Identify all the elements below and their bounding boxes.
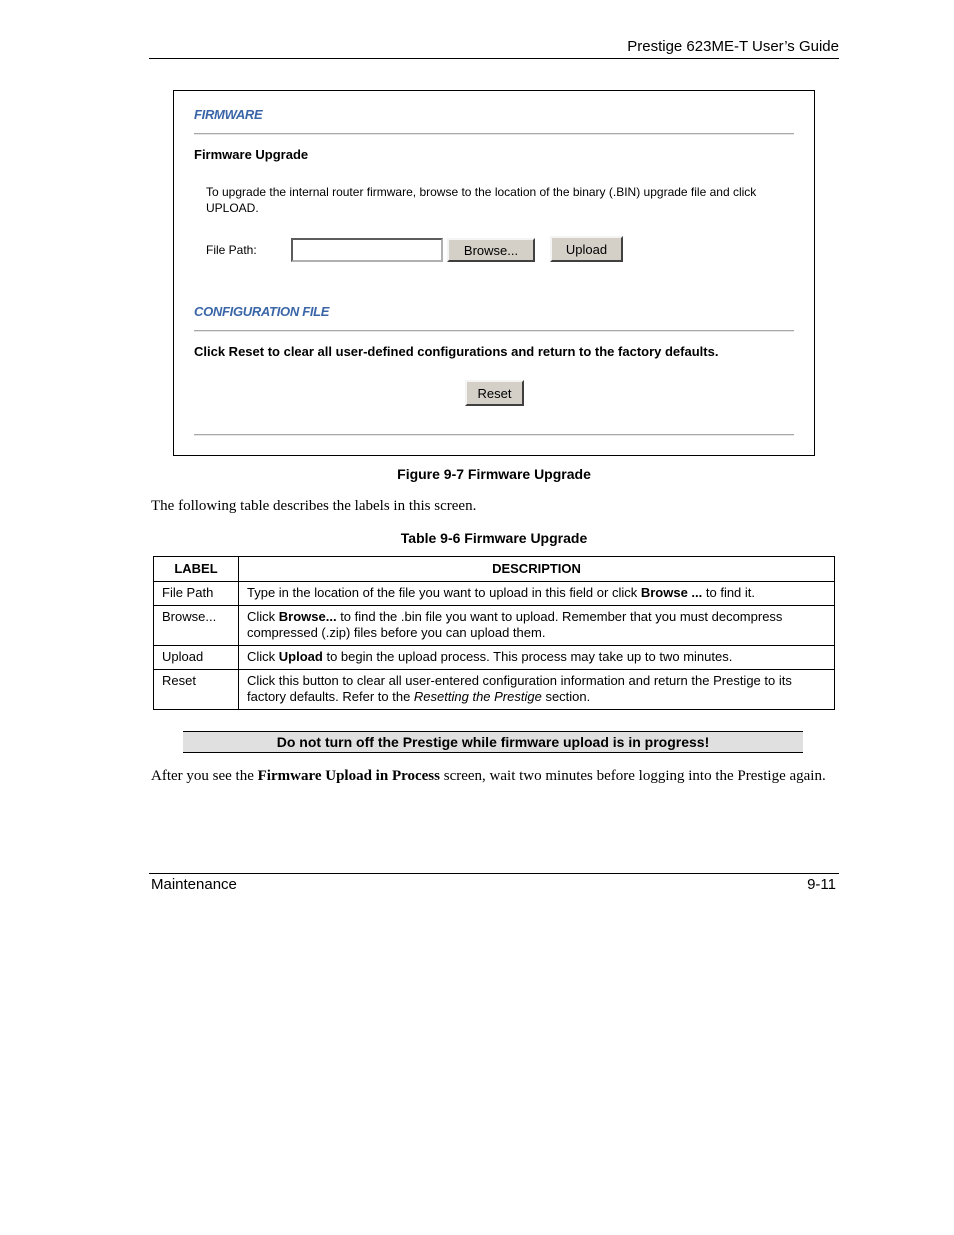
after-upload-paragraph <box>151 767 831 785</box>
warning-note: Do not turn off the Prestige while firmware upload is in progress! <box>183 731 803 753</box>
desc-text: to find the .bin file you want to upload. Remember that you must decompress compressed (.zip) files before you can upload them. <box>247 609 783 640</box>
desc-text: to begin the upload process. This process may take up to two minutes. <box>322 649 733 664</box>
table-cell-description <box>239 606 835 646</box>
table-intro-text: The following table describes the labels in this screen. <box>151 498 477 514</box>
table-cell-label: Browse... <box>154 606 239 646</box>
table-cell-label: File Path <box>154 582 239 606</box>
firmware-section-divider <box>194 133 794 135</box>
firmware-instructions: To upgrade the internal router firmware, browse to the location of the binary (.BIN) upgrade file and click UPLOAD. <box>206 185 757 215</box>
table-row <box>154 670 835 710</box>
upload-button[interactable]: Upload <box>550 236 623 262</box>
labels-table <box>153 556 835 710</box>
firmware-section-heading: FIRMWARE <box>194 107 263 122</box>
table-cell-description <box>239 582 835 606</box>
table-row <box>154 646 835 670</box>
table-row <box>154 582 835 606</box>
table-cell-label: Upload <box>154 646 239 670</box>
header-divider <box>149 58 839 59</box>
bottom-divider <box>194 434 794 436</box>
browse-button[interactable]: Browse... <box>447 238 535 262</box>
table-row <box>154 606 835 646</box>
after-text: screen, wait two minutes before logging into the Prestige again. <box>439 768 826 784</box>
after-text: After you see the <box>151 768 258 784</box>
desc-italic: Resetting the Prestige <box>413 689 542 704</box>
config-section-heading: CONFIGURATION FILE <box>194 304 330 319</box>
table-cell-label: Reset <box>154 670 239 710</box>
table-header-description: DESCRIPTION <box>239 557 835 582</box>
config-reset-text: Click Reset to clear all user-defined configurations and return to the factory defaults. <box>194 344 719 359</box>
config-section-divider <box>194 330 794 332</box>
desc-bold: Browse... <box>278 609 337 624</box>
table-header-label: LABEL <box>154 557 239 582</box>
firmware-screenshot-frame <box>173 90 815 456</box>
desc-text: to find it. <box>702 585 756 600</box>
desc-text: section. <box>541 689 591 704</box>
desc-text: Click this button to clear all user-entered configuration information and return the Prestige to its factory defaults. Refer to the <box>247 673 792 704</box>
desc-bold: Upload <box>278 649 323 664</box>
reset-button[interactable]: Reset <box>465 380 524 406</box>
file-path-input[interactable] <box>291 238 443 262</box>
footer-page-number: 9-11 <box>807 876 836 893</box>
footer-divider <box>149 873 839 874</box>
page-header-title: Prestige 623ME-T User’s Guide <box>627 38 839 55</box>
table-header-row <box>154 557 835 582</box>
figure-caption: Figure 9-7 Firmware Upgrade <box>397 466 591 482</box>
footer-section-name: Maintenance <box>151 876 237 893</box>
desc-text: Click <box>247 609 279 624</box>
table-caption: Table 9-6 Firmware Upgrade <box>400 530 588 546</box>
after-bold: Firmware Upload in Process <box>257 768 440 784</box>
desc-text: Type in the location of the file you want to upload in this field or click <box>247 585 641 600</box>
desc-bold: Browse ... <box>640 585 703 600</box>
desc-text: Click <box>247 649 279 664</box>
table-cell-description <box>239 670 835 710</box>
firmware-upgrade-subheading: Firmware Upgrade <box>194 147 309 162</box>
file-path-label: File Path: <box>206 243 257 257</box>
table-cell-description <box>239 646 835 670</box>
